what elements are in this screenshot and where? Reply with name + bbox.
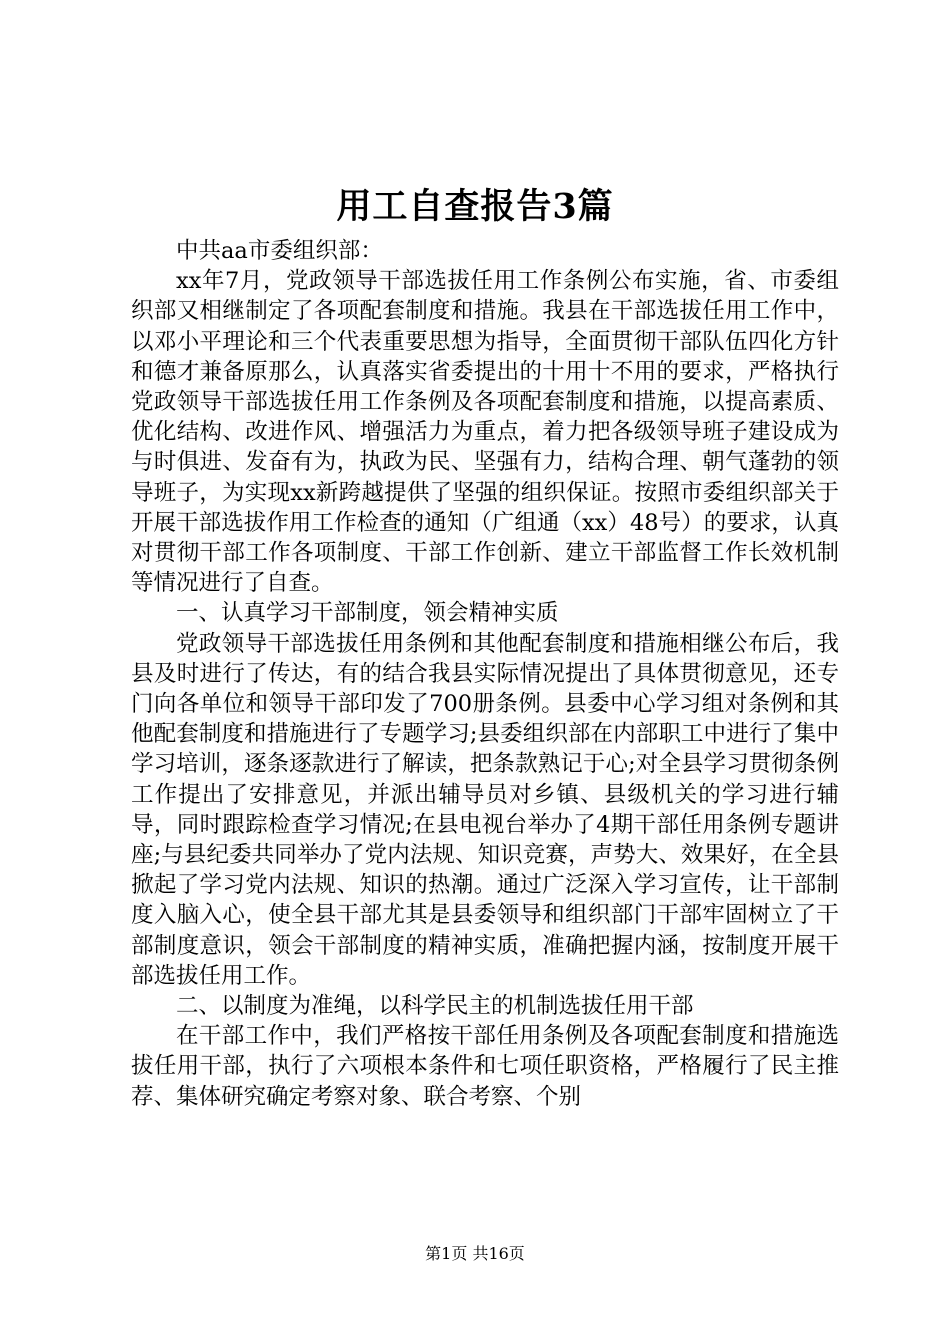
- salutation: 中共aa市委组织部：: [176, 238, 383, 264]
- paragraph: 在干部工作中，我们严格按干部任用条例及各项配套制度和措施选拔任用干部，执行了六项根本条件和七项任职资格，严格履行了民主推荐、集体研究确定考察对象、联合考察、个别: [131, 1023, 839, 1110]
- paragraph: 党政领导干部选拔任用条例和其他配套制度和措施相继公布后，我县及时进行了传达，有的结合我县实际情况提出了具体贯彻意见，还专门向各单位和领导干部印发了700册条例。县委中心学习组对条例和其他配套制度和措施进行了专题学习;县委组织部在内部职工中进行了集中学习培训，逐条逐款进行了解读，把条款熟记于心;对全县学习贯彻条例工作提出了安排意见，并派出辅导员对乡镇、县级机关的学习进行辅导，同时跟踪检查学习情况;在县电视台举办了4期干部任用条例专题讲座;与县纪委共同举办了党内法规、知识竞赛，声势大、效果好，在全县掀起了学习党内法规、知识的热潮。通过广泛深入学习宣传，让干部制度入脑入心，使全县干部尤其是县委领导和组织部门干部牢固树立了干部制度意识，领会干部制度的精神实质，准确把握内涵，按制度开展干部选拔任用工作。: [131, 630, 839, 989]
- document-title: 用工自查报告3篇: [336, 186, 614, 227]
- paragraph: xx年7月，党政领导干部选拔任用工作条例公布实施，省、市委组织部又相继制定了各项配套制度和措施。我县在干部选拔任用工作中，以邓小平理论和三个代表重要思想为指导，全面贯彻干部队伍四化方针和德才兼备原那么，认真落实省委提出的十用十不用的要求，严格执行党政领导干部选拔任用工作条例及各项配套制度和措施，以提高素质、优化结构、改进作风、增强活力为重点，着力把各级领导班子建设成为与时俱进、发奋有为，执政为民、坚强有力，结构合理、朝气蓬勃的领导班子，为实现xx新跨越提供了坚强的组织保证。按照市委组织部关于开展干部选拔作用工作检查的通知（广组通（xx）48号）的要求，认真对贯彻干部工作各项制度、干部工作创新、建立干部监督工作长效机制等情况进行了自查。: [131, 268, 839, 597]
- page-footer: 第1页 共16页: [425, 1244, 525, 1263]
- document-body: [131, 236, 839, 1112]
- section-heading: 二、以制度为准绳，以科学民主的机制选拔任用干部: [176, 993, 694, 1020]
- section-heading: 一、认真学习干部制度，领会精神实质: [176, 600, 559, 627]
